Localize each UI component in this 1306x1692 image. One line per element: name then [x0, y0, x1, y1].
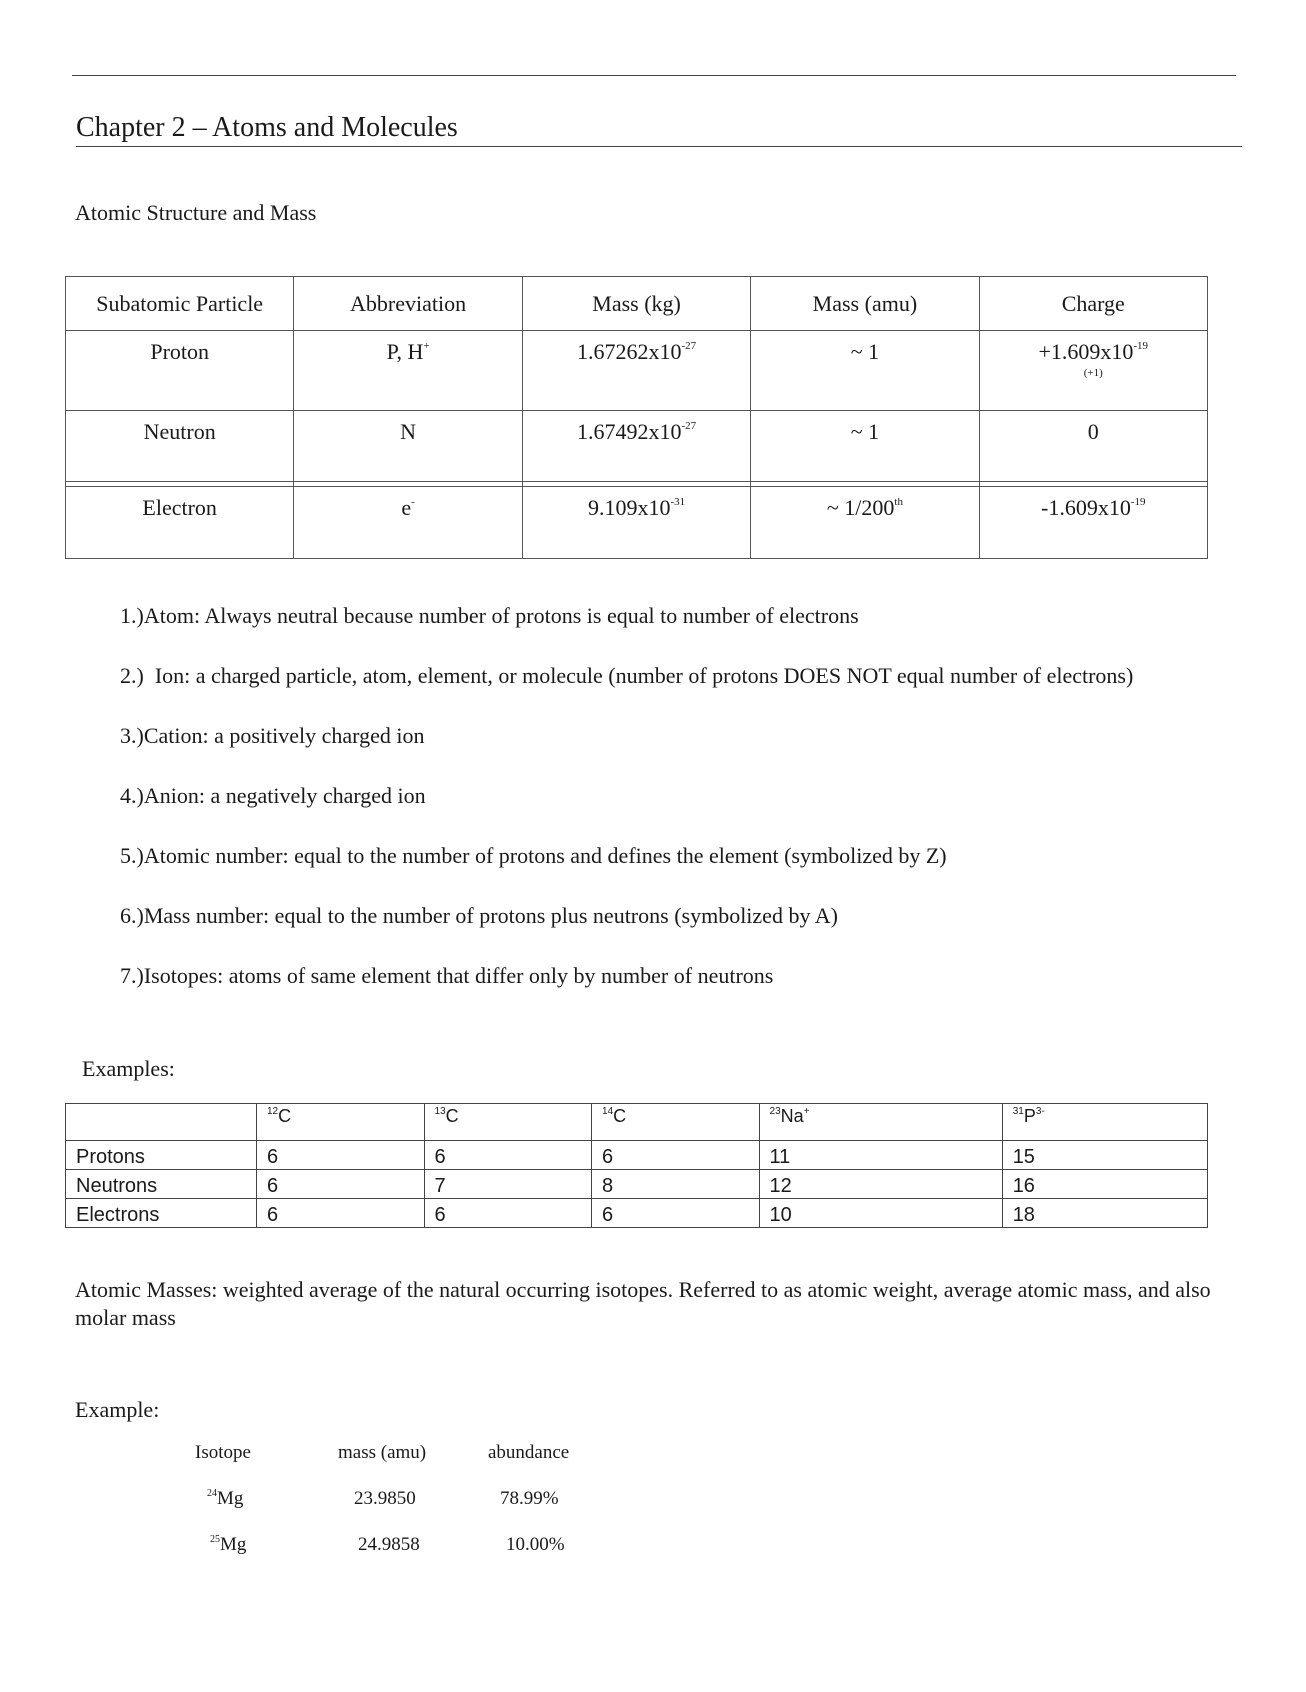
table-cell: 6: [424, 1141, 592, 1170]
definition-anion: 4.)Anion: a negatively charged ion: [120, 783, 426, 808]
table-cell: 15: [1002, 1141, 1207, 1170]
subatomic-particles-table: [65, 276, 1208, 559]
electron-charge: $-1.609x10^{-19}$: [979, 487, 1207, 559]
mg25-isotope: $^{25}$Mg: [210, 1534, 247, 1555]
isotope-col-c14: $^{14}$C: [592, 1104, 760, 1141]
header-mass-amu: Mass (amu): [751, 277, 979, 331]
definition-atom: 1.)Atom: Always neutral because number of protons is equal to number of electrons: [120, 603, 859, 628]
page-title: Chapter 2 – Atoms and Molecules: [76, 112, 1242, 147]
table-row: [66, 1199, 1208, 1228]
isotope-col-c12: $^{12}$C: [257, 1104, 425, 1141]
table-cell: 10: [759, 1199, 1002, 1228]
atomic-masses-paragraph: Atomic Masses: weighted average of the natural occurring isotopes. Referred to as atomic weight, average atomic mass, and also molar mass: [75, 1277, 1211, 1330]
header-mass-kg: Mass (kg): [522, 277, 750, 331]
electron-name: Electron: [66, 487, 294, 559]
proton-abbr: P, H+: [294, 331, 522, 411]
table-cell: 6: [257, 1170, 425, 1199]
table-cell: 11: [759, 1141, 1002, 1170]
table-cell: 6: [592, 1141, 760, 1170]
table-row-proton: [66, 331, 1208, 411]
mg25-mass: 24.9858: [358, 1534, 420, 1555]
definition-atomic-number: 5.)Atomic number: equal to the number of protons and defines the element (symbolized by Z): [120, 843, 947, 868]
mg24-isotope: $^{24}$Mg: [207, 1488, 244, 1509]
definitions-list: [120, 603, 1133, 1023]
definition-mass-number: 6.)Mass number: equal to the number of protons plus neutrons (symbolized by A): [120, 903, 838, 928]
table-cell: 6: [424, 1199, 592, 1228]
definition-isotopes: 7.)Isotopes: atoms of same element that differ only by number of neutrons: [120, 963, 774, 988]
top-rule: [72, 75, 1236, 76]
mg24-mass: 23.9850: [354, 1488, 416, 1509]
row-label-electrons: Electrons: [66, 1199, 257, 1228]
table-cell: 6: [257, 1141, 425, 1170]
header-particle: Subatomic Particle: [66, 277, 294, 331]
isotope-header-blank: [66, 1104, 257, 1141]
example-label: Example:: [75, 1397, 160, 1422]
mg-header-isotope: Isotope: [195, 1442, 251, 1463]
isotope-col-na23: $^{23}$Na+: [759, 1104, 1002, 1141]
neutron-mass-kg: $1.67492x10^{-27}$: [522, 411, 750, 482]
row-label-neutrons: Neutrons: [66, 1170, 257, 1199]
electron-mass-amu: ~ 1/200th: [751, 487, 979, 559]
table-cell: 16: [1002, 1170, 1207, 1199]
proton-charge: $+1.609x10^{-19}$ (+1): [979, 331, 1207, 411]
table-header-row: [66, 277, 1208, 331]
isotope-col-p31: $^{31}P^{3-}$: [1002, 1104, 1207, 1141]
table-row: [66, 1141, 1208, 1170]
mg25-abundance: 10.00%: [506, 1534, 565, 1555]
proton-mass-amu: ~ 1: [751, 331, 979, 411]
header-abbreviation: Abbreviation: [294, 277, 522, 331]
isotope-col-c13: $^{13}$C: [424, 1104, 592, 1141]
table-cell: 6: [257, 1199, 425, 1228]
table-cell: 8: [592, 1170, 760, 1199]
table-row: [66, 1170, 1208, 1199]
proton-mass-kg: $1.67262x10^{-27}$: [522, 331, 750, 411]
proton-name: Proton: [66, 331, 294, 411]
table-row-electron: [66, 487, 1208, 559]
table-cell: 12: [759, 1170, 1002, 1199]
isotope-examples-table: [65, 1103, 1208, 1228]
isotope-header-row: [66, 1104, 1208, 1141]
mg24-abundance: 78.99%: [500, 1488, 559, 1509]
definition-ion: 2.) Ion: a charged particle, atom, element, or molecule (number of protons DOES NOT equal number of electrons): [120, 663, 1134, 688]
section-heading: Atomic Structure and Mass: [75, 200, 317, 225]
table-cell: 7: [424, 1170, 592, 1199]
neutron-charge: 0: [979, 411, 1207, 482]
table-row-neutron: [66, 411, 1208, 482]
electron-abbr: e-: [294, 487, 522, 559]
neutron-mass-amu: ~ 1: [751, 411, 979, 482]
table-cell: 6: [592, 1199, 760, 1228]
mg-header-mass: mass (amu): [338, 1442, 427, 1463]
electron-mass-kg: $9.109x10^{-31}$: [522, 487, 750, 559]
neutron-name: Neutron: [66, 411, 294, 482]
definition-cation: 3.)Cation: a positively charged ion: [120, 723, 425, 748]
table-cell: 18: [1002, 1199, 1207, 1228]
neutron-abbr: N: [294, 411, 522, 482]
examples-label: Examples:: [82, 1056, 175, 1081]
header-charge: Charge: [979, 277, 1207, 331]
row-label-protons: Protons: [66, 1141, 257, 1170]
mg-header-abundance: abundance: [488, 1442, 570, 1463]
